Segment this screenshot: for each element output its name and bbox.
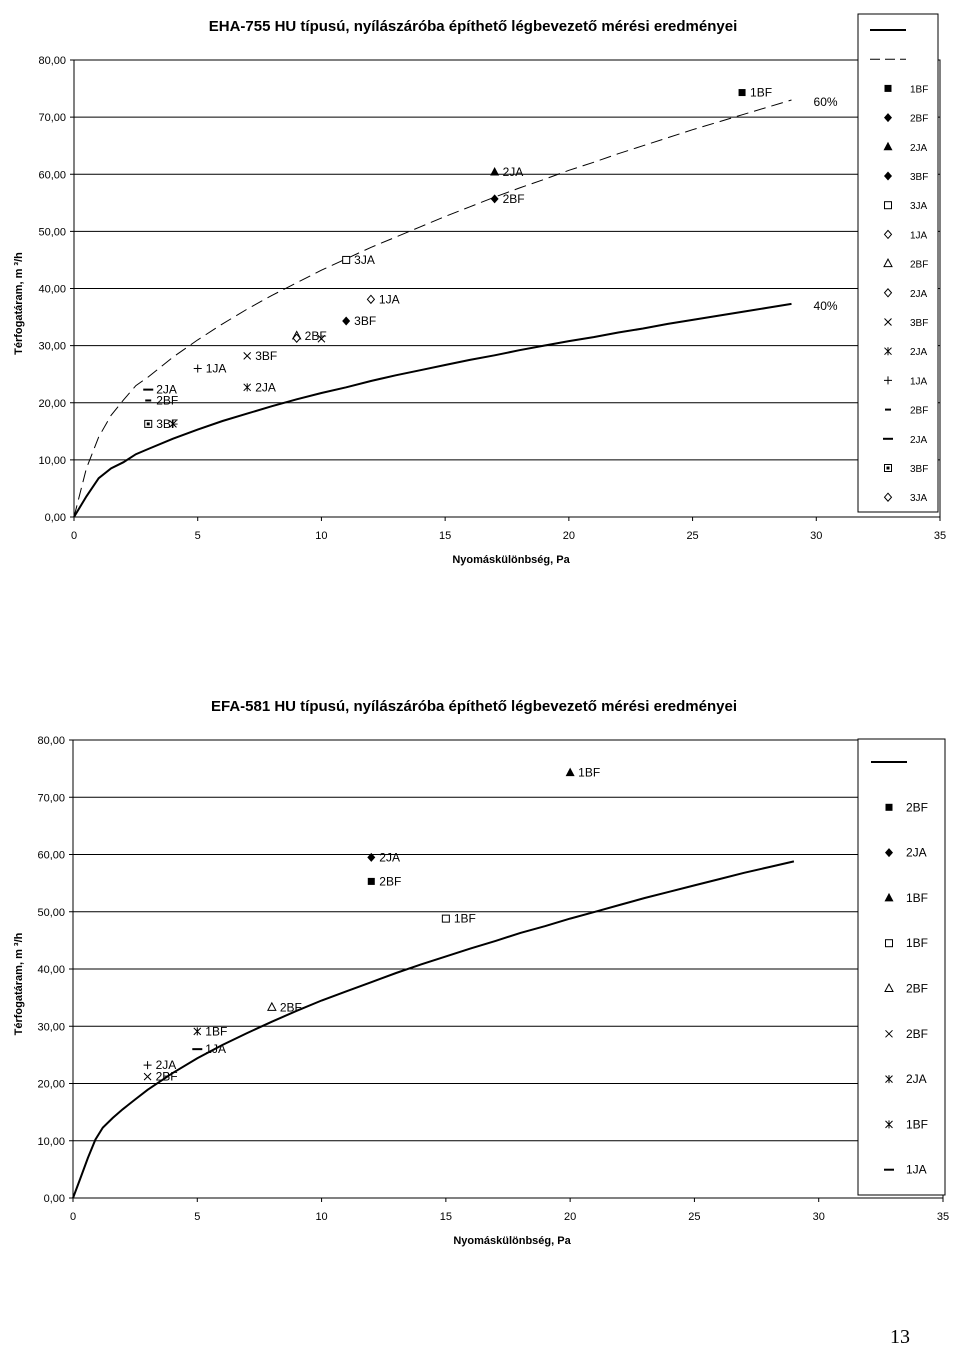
x-tick-label: 10 bbox=[315, 1211, 328, 1223]
data-point bbox=[442, 915, 449, 922]
data-point-label: 2JA bbox=[155, 1058, 177, 1073]
x-tick-label: 20 bbox=[562, 530, 575, 542]
y-tick-label: 50,00 bbox=[37, 906, 65, 919]
y-tick-label: 20,00 bbox=[38, 397, 66, 410]
legend-label: 2BF bbox=[906, 981, 929, 996]
data-point bbox=[244, 383, 251, 391]
y-tick-label: 30,00 bbox=[38, 340, 66, 353]
x-tick-label: 20 bbox=[564, 1211, 577, 1223]
data-point bbox=[194, 1027, 201, 1035]
y-tick-label: 40,00 bbox=[37, 964, 65, 976]
y-tick-label: 10,00 bbox=[38, 454, 66, 467]
legend-label: 1JA bbox=[910, 376, 928, 388]
legend-marker bbox=[886, 804, 893, 811]
legend-marker bbox=[884, 1169, 894, 1171]
legend-label: 1BF bbox=[906, 890, 929, 905]
series-line-0 bbox=[74, 304, 792, 517]
data-point-label: 2BF bbox=[279, 1000, 302, 1015]
legend-label: 1BF bbox=[906, 1117, 929, 1132]
legend-label: 1JA bbox=[910, 230, 928, 242]
legend-label: 2BF bbox=[906, 1026, 929, 1041]
data-point-label: 1JA bbox=[205, 1042, 226, 1057]
legend-box bbox=[858, 739, 945, 1195]
legend-marker bbox=[883, 438, 893, 440]
data-point bbox=[343, 256, 350, 263]
legend-label: 2BF bbox=[910, 113, 929, 125]
legend-label: 2JA bbox=[910, 142, 928, 154]
y-tick-label: 80,00 bbox=[37, 735, 65, 747]
y-axis-label: Térfogatáram, m ³/h bbox=[13, 252, 25, 355]
legend-label: 3BF bbox=[910, 464, 929, 475]
data-point-inner bbox=[147, 422, 150, 425]
data-point-label: 3JA bbox=[354, 252, 375, 267]
chart-efa-581 bbox=[0, 680, 960, 1280]
chart-title: EFA-581 HU típusú, nyílászáróba építhető légbevezető mérési eredményei bbox=[210, 698, 738, 715]
y-tick-label: 0,00 bbox=[43, 1193, 65, 1205]
data-point bbox=[491, 194, 499, 203]
y-tick-label: 60,00 bbox=[38, 169, 66, 182]
x-tick-label: 35 bbox=[936, 1211, 950, 1223]
data-point bbox=[566, 768, 575, 777]
x-tick-label: 35 bbox=[933, 530, 947, 542]
data-point bbox=[145, 399, 151, 401]
data-point-label: 1BF bbox=[750, 85, 773, 100]
x-axis-label: Nyomáskülönbség, Pa bbox=[452, 554, 570, 566]
x-axis-label: Nyomáskülönbség, Pa bbox=[453, 1235, 571, 1247]
data-point-label: 2BF bbox=[502, 191, 525, 206]
x-tick-label: 15 bbox=[439, 530, 452, 542]
x-tick-label: 25 bbox=[686, 530, 699, 542]
chart-title: EHA-755 HU típusú, nyílászáróba építhető légbevezető mérési eredményei bbox=[208, 18, 738, 35]
data-point-label: 1BF bbox=[205, 1024, 228, 1039]
data-point-label: 1BF bbox=[578, 765, 601, 780]
data-point bbox=[244, 352, 251, 359]
y-tick-label: 0,00 bbox=[44, 512, 66, 524]
legend-label: 2JA bbox=[910, 434, 928, 446]
legend-label: 3JA bbox=[910, 201, 928, 213]
legend-label: 3BF bbox=[910, 172, 929, 183]
x-tick-label: 0 bbox=[69, 1211, 77, 1223]
x-tick-label: 10 bbox=[315, 530, 328, 542]
legend-label: 2JA bbox=[906, 845, 927, 860]
data-point bbox=[144, 1073, 151, 1080]
data-point-label: 2JA bbox=[379, 850, 400, 865]
page-number: 13 bbox=[890, 1326, 910, 1348]
x-tick-label: 5 bbox=[194, 530, 201, 542]
x-tick-label: 25 bbox=[688, 1211, 701, 1223]
data-point bbox=[490, 167, 499, 176]
x-tick-label: 5 bbox=[194, 1211, 201, 1223]
legend-marker bbox=[885, 85, 892, 92]
y-tick-label: 50,00 bbox=[38, 226, 66, 239]
y-tick-label: 20,00 bbox=[37, 1078, 65, 1091]
x-tick-label: 15 bbox=[439, 1211, 452, 1223]
y-tick-label: 40,00 bbox=[38, 283, 66, 296]
y-tick-label: 60,00 bbox=[37, 849, 65, 862]
legend-label: 2JA bbox=[906, 1072, 927, 1087]
data-point bbox=[739, 89, 746, 96]
data-point-label: 1BF bbox=[453, 911, 476, 926]
data-point-label: 1JA bbox=[205, 361, 227, 376]
data-point-label: 3BF bbox=[156, 416, 179, 431]
data-point-label: 2BF bbox=[155, 1069, 178, 1084]
data-point bbox=[268, 1003, 276, 1011]
y-tick-label: 80,00 bbox=[38, 55, 66, 67]
y-axis-label: Térfogatáram, m ³/h bbox=[13, 932, 25, 1036]
y-tick-label: 70,00 bbox=[37, 792, 65, 805]
data-point-label: 1JA bbox=[378, 292, 400, 307]
legend-marker bbox=[885, 202, 892, 209]
series-line-label: 60% bbox=[813, 94, 838, 109]
data-point bbox=[368, 878, 375, 885]
data-point-label: 2JA bbox=[255, 380, 276, 395]
data-point bbox=[367, 295, 374, 303]
data-point bbox=[145, 420, 152, 427]
legend-label: 1JA bbox=[906, 1162, 927, 1177]
series-line-label: 40% bbox=[813, 298, 838, 313]
data-point-label: 3BF bbox=[354, 314, 377, 329]
legend-label: 1BF bbox=[910, 84, 929, 96]
legend-label: 3BF bbox=[910, 318, 929, 329]
data-point-label: 2BF bbox=[304, 328, 327, 343]
data-point bbox=[342, 317, 350, 326]
x-tick-label: 30 bbox=[812, 1211, 825, 1223]
data-point-label: 2JA bbox=[156, 382, 177, 397]
data-point-label: 2JA bbox=[502, 164, 524, 179]
y-tick-label: 10,00 bbox=[37, 1135, 65, 1148]
legend-label: 2BF bbox=[910, 405, 929, 417]
data-point bbox=[143, 389, 153, 391]
x-tick-label: 30 bbox=[810, 530, 823, 542]
legend-label: 2BF bbox=[906, 800, 929, 815]
legend-label: 2BF bbox=[910, 259, 929, 271]
y-tick-label: 30,00 bbox=[37, 1021, 65, 1034]
legend-label: 1BF bbox=[906, 936, 929, 951]
legend-marker bbox=[886, 940, 893, 947]
x-tick-label: 0 bbox=[70, 530, 78, 542]
legend-marker bbox=[885, 465, 892, 472]
data-point bbox=[192, 1048, 202, 1050]
series-line-1 bbox=[74, 100, 792, 517]
legend-marker-inner bbox=[887, 467, 890, 470]
legend-label: 3JA bbox=[910, 493, 928, 505]
data-point bbox=[144, 1061, 152, 1069]
data-point-label: 2BF bbox=[379, 874, 402, 889]
data-point-label: 2BF bbox=[156, 393, 179, 408]
legend-label: 2JA bbox=[910, 347, 928, 359]
data-point bbox=[194, 364, 202, 372]
y-tick-label: 70,00 bbox=[38, 112, 66, 125]
data-point-label: 3BF bbox=[255, 348, 278, 363]
chart-eha-755 bbox=[0, 0, 960, 600]
legend-label: 2JA bbox=[910, 288, 928, 300]
legend-marker bbox=[885, 409, 891, 411]
